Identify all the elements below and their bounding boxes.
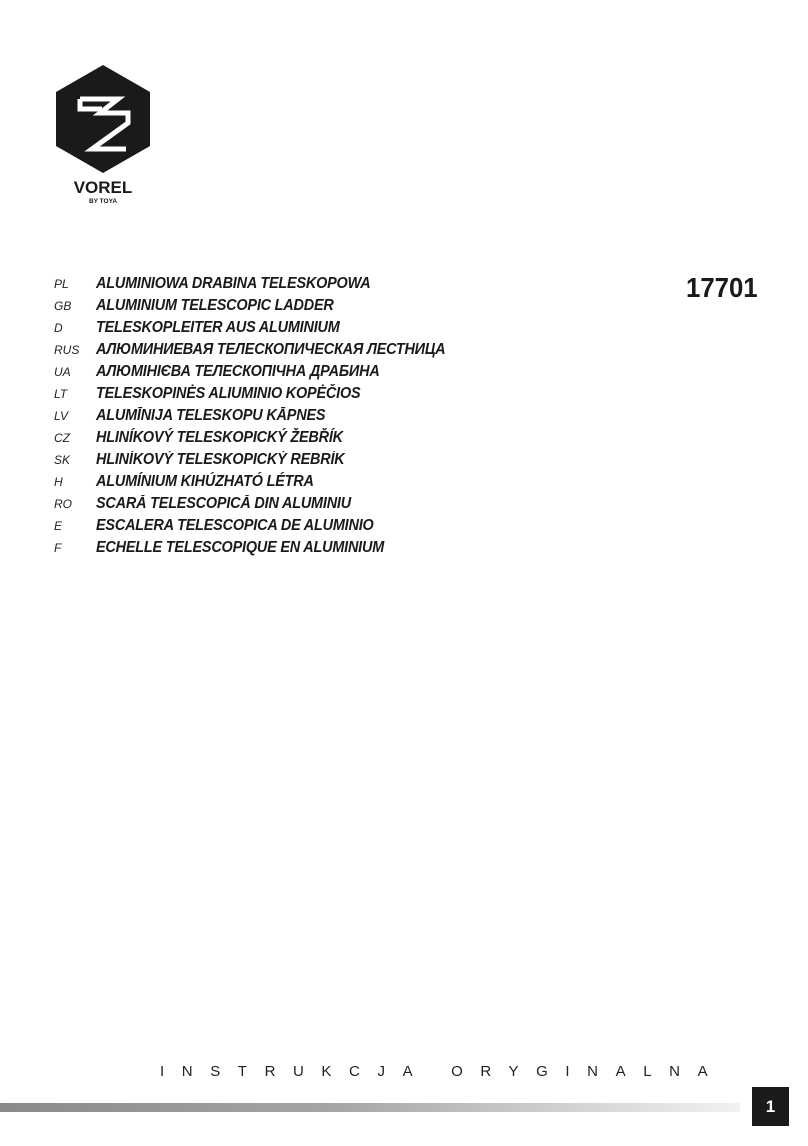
language-code: RUS [54, 343, 80, 357]
language-code: UA [54, 365, 71, 379]
list-item [54, 275, 472, 297]
product-title: ESCALERA TELESCOPICA DE ALUMINIO [96, 517, 374, 534]
language-code: H [54, 475, 63, 489]
product-title: ALUMINIUM TELESCOPIC LADDER [96, 297, 334, 314]
list-item [54, 429, 472, 451]
product-title: HLINÍKOVÝ TELESKOPICKÝ REBRÍK [96, 451, 345, 468]
product-title: АЛЮМИНИЕВАЯ ТЕЛЕСКОПИЧЕСКАЯ ЛЕСТНИЦА [96, 341, 446, 358]
product-title: ALUMINIOWA DRABINA TELESKOPOWA [96, 275, 371, 292]
page-number: 1 [752, 1087, 789, 1126]
product-title: ECHELLE TELESCOPIQUE EN ALUMINIUM [96, 539, 385, 556]
language-code: GB [54, 299, 72, 313]
footer-manual-label: INSTRUKCJA ORYGINALNA [160, 1063, 726, 1080]
logo-wordmark: VOREL [73, 178, 133, 197]
logo-tagline: BY TOYA [88, 198, 118, 205]
language-code: RO [54, 497, 72, 511]
vorel-logo-graphic [52, 63, 154, 205]
list-item [54, 407, 472, 429]
language-code: LT [54, 387, 68, 401]
product-title: HLINÍKOVÝ TELESKOPICKÝ ŽEBŘÍK [96, 429, 343, 446]
list-item [54, 495, 472, 517]
product-title: TELESKOPINĖS ALIUMINIO KOPĖČIOS [96, 385, 361, 402]
product-title: ALUMÍNIUM KIHÚZHATÓ LÉTRA [96, 473, 314, 490]
list-item [54, 297, 472, 319]
list-item [54, 539, 472, 561]
product-title: SCARĂ TELESCOPICĂ DIN ALUMINIU [96, 495, 351, 512]
list-item [54, 451, 472, 473]
language-code: LV [54, 409, 69, 423]
product-code: 17701 [686, 272, 758, 303]
list-item [54, 363, 472, 385]
product-title: TELESKOPLEITER AUS ALUMINIUM [96, 319, 340, 336]
language-code: PL [54, 277, 69, 291]
language-code: D [54, 321, 63, 335]
language-code: F [54, 541, 62, 555]
logo-hexagon [56, 65, 150, 173]
product-title: АЛЮМІНІЄВА ТЕЛЕСКОПІЧНА ДРАБИНА [96, 363, 380, 380]
footer-divider-bar [0, 1103, 740, 1112]
product-title: ALUMĪNIJA TELESKOPU KĀPNES [96, 407, 326, 424]
vorel-logo [52, 63, 154, 205]
list-item [54, 473, 472, 495]
language-code: CZ [54, 431, 70, 445]
language-title-list [54, 275, 472, 561]
language-code: SK [54, 453, 71, 467]
list-item [54, 319, 472, 341]
language-code: E [54, 519, 63, 533]
list-item [54, 341, 472, 363]
list-item [54, 385, 472, 407]
list-item [54, 517, 472, 539]
